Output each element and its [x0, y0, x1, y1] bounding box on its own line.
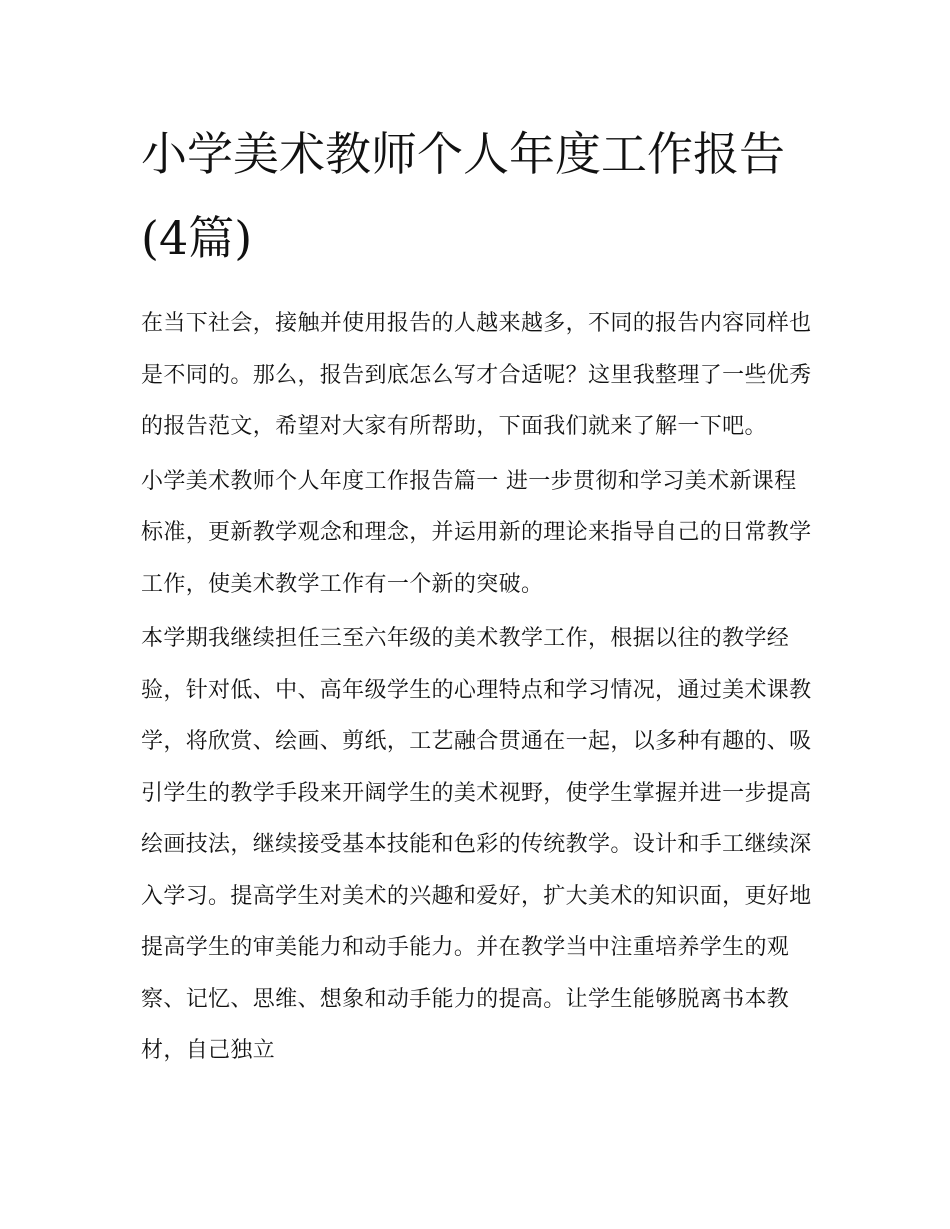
- document-title: 小学美术教师个人年度工作报告(4篇): [141, 127, 785, 265]
- teaching-work-paragraph: 本学期我继续担任三至六年级的美术教学工作，根据以往的教学经验，针对低、中、高年级学生的心理特点和学习情况，通过美术课教学，将欣赏、绘画、剪纸，工艺融合贯通在一起，以多种有趣的、吸引学生的教学手段来开阔学生的美术视野，使学生掌握并进一步提高绘画技法，继续接受基本技能和色彩的传统教学。设计和手工继续深入学习。提高学生对美术的兴趣和爱好，扩大美术的知识面，更好地提高学生的审美能力和动手能力。并在教学当中注重培养学生的观察、记忆、思维、想象和动手能力的提高。让学生能够脱离书本教材，自己独立: [141, 626, 812, 1063]
- intro-paragraph: 在当下社会，接触并使用报告的人越来越多，不同的报告内容同样也是不同的。那么，报告到底怎么写才合适呢？这里我整理了一些优秀的报告范文，希望对大家有所帮助，下面我们就来了解一下吧。: [141, 311, 812, 439]
- section-one-paragraph: 小学美术教师个人年度工作报告篇一 进一步贯彻和学习美术新课程标准，更新教学观念和理念，并运用新的理论来指导自己的日常教学工作，使美术教学工作有一个新的突破。: [141, 468, 812, 597]
- document-body: [141, 112, 813, 1080]
